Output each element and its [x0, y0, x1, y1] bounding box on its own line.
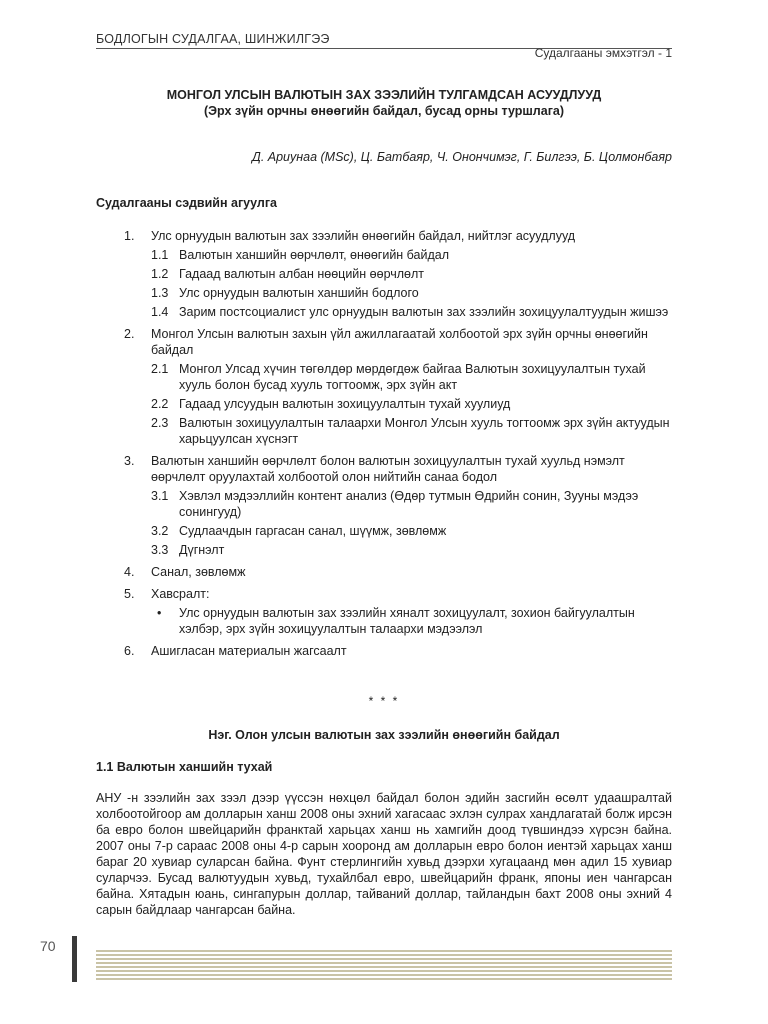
toc-subitem	[151, 488, 672, 520]
toc-subitem	[151, 361, 672, 393]
toc-subitem-text: Гадаад улсуудын валютын зохицуулалтын тухай хуулиуд	[179, 397, 511, 411]
toc-subitem-number: 2.1	[151, 362, 169, 376]
body-paragraph: АНУ -н зээлийн зах зээл дээр үүссэн нөхцөл байдал болон эдийн засгийн өсөлт удаашралтай холбоотойгоор ам долларын ханш 2008 оны эхний хагасаас эхлэн сулрах хандлагатай болж ирсэн ба евро болон швейцарийн франктай харьцах ханш нь хамгийн доод түвшиндээ хүрсэн байна. 2007 оны 7-р сараас 2008 оны 4-р сарын хооронд ам долларын евро болон иентэй харьцах ханш бараг 20 хувиар суларсан байна. Фунт стерлингийн хувьд дээрхи хугацаанд мөн адил 15 хувиар суларчээ. Бусад валютуудын хувьд, тухайлбал евро, швейцарийн франк, японы иен чангарсан байна. Хятадын юань, сингапурын доллар, тайваний доллар, тайландын бахт 2008 оны эхний 4 сарын байдлаар чангарсан байна.	[96, 791, 672, 917]
toc-subitem	[151, 523, 672, 539]
toc-subitem-text: Зарим постсоциалист улс орнуудын валютын зах зээлийн зохицуулалтуудын жишээ	[179, 305, 669, 319]
toc-item-body	[151, 643, 672, 659]
title-line-2: (Эрх зүйн орчны өнөөгийн байдал, бусад орны туршлага)	[203, 104, 565, 118]
toc-item-body	[151, 453, 672, 558]
toc-item-text: Ашигласан материалын жагсаалт	[151, 644, 347, 658]
document-title	[96, 87, 672, 119]
toc-subitem-number: 2.3	[151, 416, 169, 430]
toc-item-number: 6.	[124, 644, 135, 658]
toc-subitem-number: 1.1	[151, 248, 169, 262]
toc-item-number: 3.	[124, 454, 135, 468]
toc-subitem	[151, 266, 672, 282]
toc-subitem-number: 1.3	[151, 286, 169, 300]
running-header-subtitle: Судалгааны эмхэтгэл - 1	[534, 46, 672, 60]
toc-item-text: Улс орнуудын валютын зах зээлийн өнөөгийн байдал, нийтлэг асуудлууд	[151, 229, 576, 243]
toc-bullet-text: Улс орнуудын валютын зах зээлийн хяналт зохицуулалт, зохион байгуулалтын хэлбэр, эрх зүйн зохицуулалтын талаархи мэдээлэл	[179, 606, 635, 636]
toc-item	[96, 228, 672, 320]
toc-subitem-text: Улс орнуудын валютын ханшийн бодлого	[179, 286, 419, 300]
toc-item-body	[151, 228, 672, 320]
toc-subitem-text: Хэвлэл мэдээллийн контент анализ (Өдөр тутмын Өдрийн сонин, Зууны мэдээ сонингууд)	[179, 489, 639, 519]
toc-subitem-number: 3.1	[151, 489, 169, 503]
toc-item	[96, 453, 672, 558]
toc-subitem	[151, 285, 672, 301]
toc-item-body	[151, 564, 672, 580]
toc-item-text: Монгол Улсын валютын захын үйл ажиллагаатай холбоотой эрх зүйн орчны өнөөгийн байдал	[151, 327, 648, 357]
toc-item-text: Хавсралт:	[151, 587, 210, 601]
section-separator: * * *	[368, 694, 400, 708]
toc-item	[96, 643, 672, 659]
toc-item-text: Валютын ханшийн өөрчлөлт болон валютын зохицуулалтын тухай хуульд нэмэлт өөрчлөлт оруулахтай холбоотой олон нийтийн санаа бодол	[151, 454, 625, 484]
toc-subitem	[151, 542, 672, 558]
toc-subitem-text: Гадаад валютын албан нөөцийн өөрчлөлт	[179, 267, 425, 281]
toc-subitem-number: 1.2	[151, 267, 169, 281]
toc-subitem-text: Дүгнэлт	[179, 543, 225, 557]
toc-item-text: Санал, зөвлөмж	[151, 565, 246, 579]
toc-subitem-number: 3.2	[151, 524, 169, 538]
toc-item-number: 5.	[124, 587, 135, 601]
toc-subitem-number: 3.3	[151, 543, 169, 557]
toc-bullet-item	[151, 605, 672, 637]
toc-item	[96, 326, 672, 447]
toc-subitem-text: Валютын ханшийн өөрчлөлт, өнөөгийн байдал	[179, 248, 450, 262]
subsection-heading: 1.1 Валютын ханшийн тухай	[96, 760, 273, 774]
running-header-title: БОДЛОГЫН СУДАЛГАА, ШИНЖИЛГЭЭ	[96, 32, 330, 46]
toc-subitem	[151, 304, 672, 320]
toc-item	[96, 564, 672, 580]
contents-heading: Судалгааны сэдвийн агуулга	[96, 196, 277, 210]
footer-stripes	[96, 950, 672, 982]
table-of-contents	[96, 228, 672, 665]
toc-subitem-text: Судлаачдын гаргасан санал, шүүмж, зөвлөмж	[179, 524, 447, 538]
toc-subitem	[151, 415, 672, 447]
title-line-1: МОНГОЛ УЛСЫН ВАЛЮТЫН ЗАХ ЗЭЭЛИЙН ТУЛГАМДСАН АСУУДЛУУД	[166, 88, 602, 102]
bullet-icon: •	[157, 606, 162, 620]
toc-item-body	[151, 586, 672, 637]
toc-item-body	[151, 326, 672, 447]
footer-bar	[72, 936, 77, 982]
toc-subitem-text: Монгол Улсад хүчин төгөлдөр мөрдөгдөж байгаа Валютын зохицуулалтын тухай хууль болон бусад хууль тогтоомж, эрх зүйн акт	[179, 362, 646, 392]
toc-subitem	[151, 396, 672, 412]
page-number: 70	[40, 938, 56, 954]
toc-subitem	[151, 247, 672, 263]
toc-subitem-number: 1.4	[151, 305, 169, 319]
toc-item	[96, 586, 672, 637]
part-heading: Нэг. Олон улсын валютын зах зээлийн өнөөгийн байдал	[208, 728, 560, 742]
toc-item-number: 1.	[124, 229, 135, 243]
authors: Д. Ариунаа (MSc), Ц. Батбаяр, Ч. Онончимэг, Г. Билгээ, Б. Цолмонбаяр	[252, 150, 672, 164]
toc-subitem-number: 2.2	[151, 397, 169, 411]
toc-item-number: 4.	[124, 565, 135, 579]
toc-subitem-text: Валютын зохицуулалтын талаархи Монгол Улсын хууль тогтоомж эрх зүйн актуудын харьцуулсан хүснэгт	[179, 416, 670, 446]
toc-item-number: 2.	[124, 327, 135, 341]
